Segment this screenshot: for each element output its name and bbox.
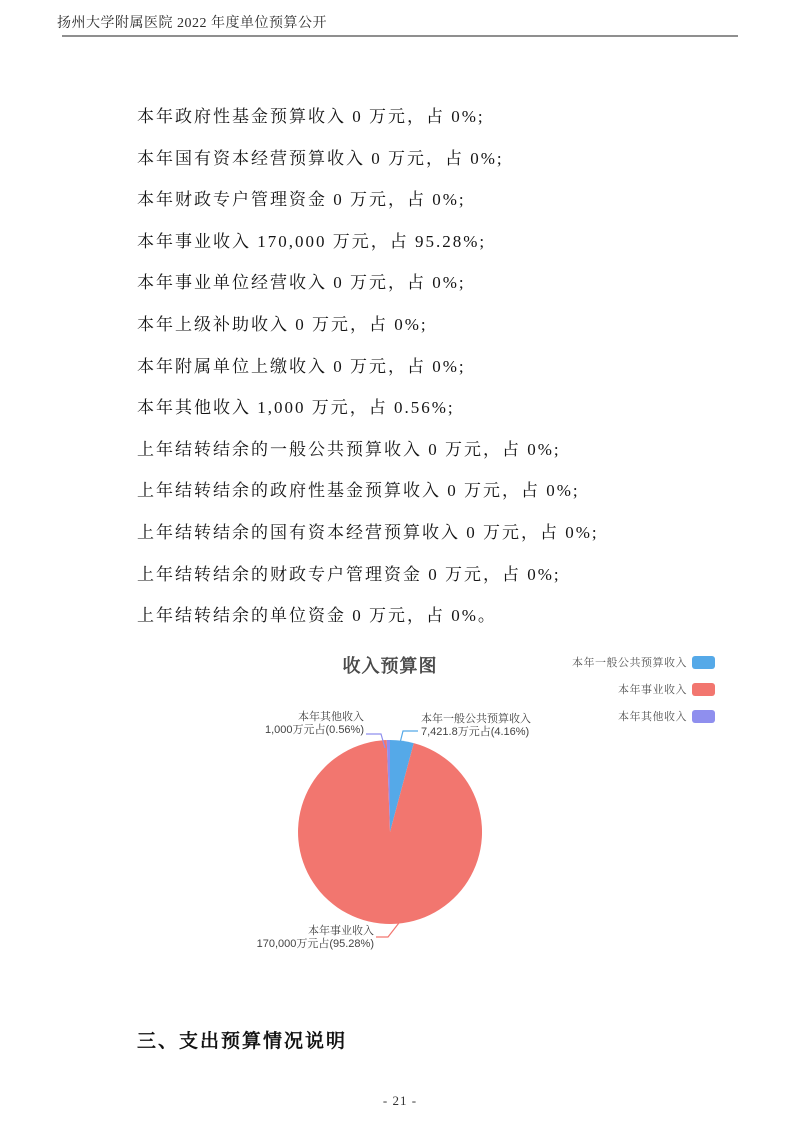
pie-label-line: 本年一般公共预算收入: [421, 713, 531, 725]
legend-color-swatch: [692, 656, 715, 669]
body-line: 上年结转结余的政府性基金预算收入 0 万元，占 0%;: [137, 481, 580, 501]
legend-color-swatch: [692, 683, 715, 696]
body-line: 上年结转结余的一般公共预算收入 0 万元，占 0%;: [137, 439, 561, 459]
pie-label-line: 本年事业收入: [308, 925, 374, 937]
legend-color-swatch: [692, 710, 715, 723]
pie-label-public-budget-income: [421, 713, 531, 738]
pie-label-business-income: [244, 925, 374, 950]
body-line: 上年结转结余的国有资本经营预算收入 0 万元，占 0%;: [137, 522, 599, 542]
legend-label: 本年事业收入: [618, 684, 687, 696]
chart-legend: [545, 654, 715, 735]
body-line: 本年政府性基金预算收入 0 万元，占 0%;: [137, 107, 485, 126]
body-line: 本年财政专户管理资金 0 万元，占 0%;: [137, 190, 466, 210]
pie-label-line: 1,000万元占(0.56%): [264, 723, 364, 736]
body-line: 上年结转结余的单位资金 0 万元，占 0%。: [137, 606, 497, 626]
pie-label-line: 本年其他收入: [298, 711, 364, 723]
body-line: 本年其他收入 1,000 万元，占 0.56%;: [137, 398, 455, 418]
legend-label: 本年其他收入: [618, 711, 687, 723]
pie-label-other-income: [234, 711, 364, 736]
body-line: 本年事业收入 170,000 万元，占 95.28%;: [137, 231, 487, 251]
page-number: - 21 -: [382, 1093, 418, 1108]
legend-label: 本年一般公共预算收入: [572, 657, 687, 669]
pie-label-line: 7,421.8万元占(4.16%): [421, 725, 530, 738]
legend-item: [545, 708, 715, 724]
legend-item: [545, 681, 715, 697]
page-header-title: 扬州大学附属医院 2022 年度单位预算公开: [57, 16, 327, 31]
pie-label-line: 170,000万元占(95.28%): [256, 937, 374, 950]
budget-income-paragraphs: [137, 96, 717, 637]
chart-title: 收入预算图: [342, 656, 438, 676]
body-line: 本年事业单位经营收入 0 万元，占 0%;: [137, 273, 466, 293]
body-line: 本年上级补助收入 0 万元，占 0%;: [137, 314, 428, 334]
header-divider: [62, 35, 738, 37]
body-line: 上年结转结余的财政专户管理资金 0 万元，占 0%;: [137, 564, 561, 584]
section-heading-expenditure: 三、支出预算情况说明: [137, 1031, 348, 1052]
income-pie-chart: [230, 700, 570, 960]
body-line: 本年附属单位上缴收入 0 万元，占 0%;: [137, 356, 466, 376]
legend-item: [545, 654, 715, 670]
body-line: 本年国有资本经营预算收入 0 万元，占 0%;: [137, 148, 504, 168]
